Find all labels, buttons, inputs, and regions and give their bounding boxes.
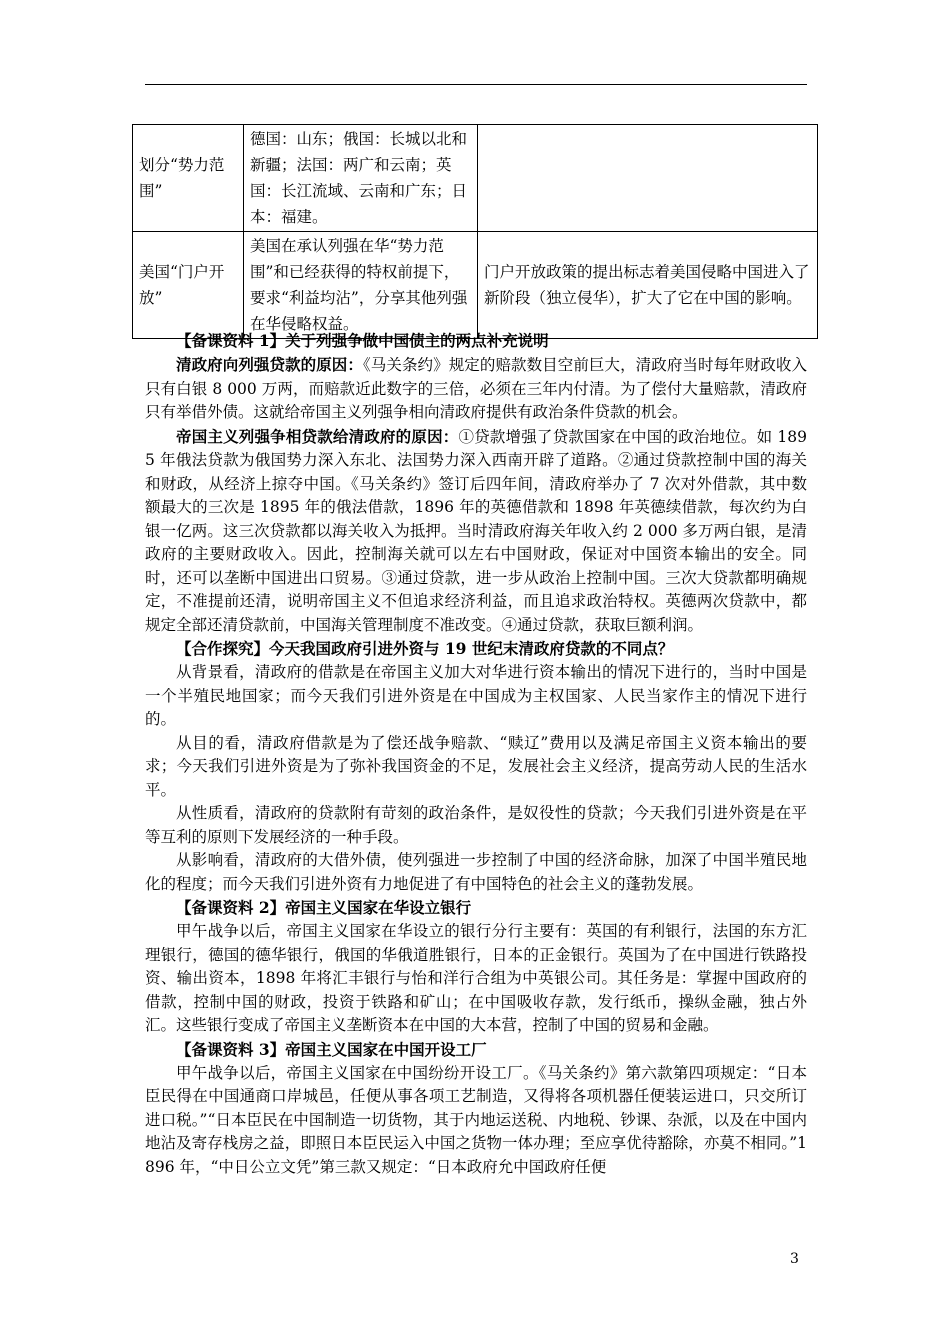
section-heading: 【备课资料 3】帝国主义国家在中国开设工厂 [176,1039,487,1059]
table-row [133,125,818,232]
paragraph: 从背景看，清政府的借款是在帝国主义加大对华进行资本输出的情况下进行的，当时中国是一个半殖民地国家；而今天我们引进外资是在中国成为主权国家、人民当家作主的情况下进行的。 [145,663,807,728]
paragraph-text: ①贷款增强了贷款国家在中国的政治地位。如 1895 年俄法贷款为俄国势力深入东北、法国势力深入西南开辟了道路。②通过贷款控制中国的海关和财政，从经济上掠夺中国。《马关条约》签订后四年间，清政府举办了 7 次对外借款，其中数额最大的三次是 1895 年的俄法借款，1896 年的英德借款和 1898 年英德续借款，每次约为白银一亿两。这三次贷款都以海关收入为抵押。当时清政府海关年收入约 2 000 多万两白银，是清政府的主要财政收入。因此，控制海关就可以左右中国财政，保证对中国资本输出的安全。同时，还可以垄断中国进出口贸易。③通过贷款，进一步从政治上控制中国。三次大贷款都明确规定，不准提前还清，说明帝国主义不但追求经济利益，而且追求政治特权。英德两次贷款中，都规定全部还清贷款前，中国海关管理制度不准改变。④通过贷款，获取巨额利润。 [145,427,807,634]
paragraph-lead: 清政府向列强贷款的原因： [176,355,363,374]
comparison-table [132,124,818,339]
paragraph: 甲午战争以后，帝国主义国家在中国纷纷开设工厂。《马关条约》第六款第四项规定：“日本臣民得在中国通商口岸城邑，任便从事各项工艺制造，又得将各项机器任便装运进口，只交所订进口税。”“日本臣民在中国制造一切货物，其于内地运送税、内地税、钞课、杂派，以及在中国内地沾及寄存栈房之益，即照日本臣民运入中国之货物一体办理；至应享优待豁除，亦莫不相同。”1896 年，“中日公立文凭”第三款又规定：“日本政府允中国政府任便 [145,1063,807,1176]
row-note: 门户开放政策的提出标志着美国侵略中国进入了新阶段（独立侵华），扩大了它在中国的影响。 [478,232,818,339]
paragraph: 从目的看，清政府借款是为了偿还战争赔款、“赎辽”费用以及满足帝国主义资本输出的要求；今天我们引进外资是为了弥补我国资金的不足，发展社会主义经济，提高劳动人民的生活水平。 [145,733,807,799]
row-label: 美国“门户开放” [133,232,244,339]
row-label: 划分“势力范围” [133,125,244,232]
section-heading: 【备课资料 2】帝国主义国家在华设立银行 [176,898,472,917]
row-content: 德国：山东；俄国：长城以北和新疆；法国：两广和云南；英国：长江流域、云南和广东；日本：福建。 [244,125,478,232]
paragraph: 从性质看，清政府的贷款附有苛刻的政治条件，是奴役性的贷款；今天我们引进外资是在平等互利的原则下发展经济的一种手段。 [145,804,807,846]
paragraph-text: 《马关条约》规定的赔款数目空前巨大，清政府当时每年财政收入只有白银 8 000 万两，而赔款近此数字的三倍，必须在三年内付清。为了偿付大量赔款，清政府只有举借外债。这就给帝国主义列强争相向清政府提供有政治条件贷款的机会。 [145,356,807,421]
paragraph-lead: 帝国主义列强争相贷款给清政府的原因： [176,426,459,446]
paragraph: 从影响看，清政府的大借外债，使列强进一步控制了中国的经济命脉，加深了中国半殖民地化的程度；而今天我们引进外资有力地促进了有中国特色的社会主义的蓬勃发展。 [145,851,807,893]
section-heading: 【备课资料 1】关于列强争做中国债主的两点补充说明 [176,331,549,350]
table-row [133,232,818,339]
page-number: 3 [790,1251,799,1267]
body-content [145,329,807,1179]
row-note [478,125,818,232]
section-heading: 【合作探究】今天我国政府引进外资与 19 世纪末清政府贷款的不同点？ [176,639,674,658]
paragraph: 甲午战争以后，帝国主义国家在华设立的银行分行主要有：英国的有利银行，法国的东方汇理银行，德国的德华银行，俄国的华俄道胜银行，日本的正金银行。英国为了在中国进行铁路投资、输出资本，1898 年将汇丰银行与怡和洋行合组为中英银公司。其任务是：掌握中国政府的借款，控制中国的财政，投资于铁路和矿山；在中国吸收存款，发行纸币，操纵金融，独占外汇。这些银行变成了帝国主义垄断资本在中国的大本营，控制了中国的贸易和金融。 [145,922,807,1034]
header-rule [145,84,807,85]
paragraph [145,353,807,425]
paragraph [145,425,807,638]
row-content: 美国在承认列强在华“势力范围”和已经获得的特权前提下，要求“利益均沾”，分享其他列强在华侵略权益。 [244,232,478,339]
